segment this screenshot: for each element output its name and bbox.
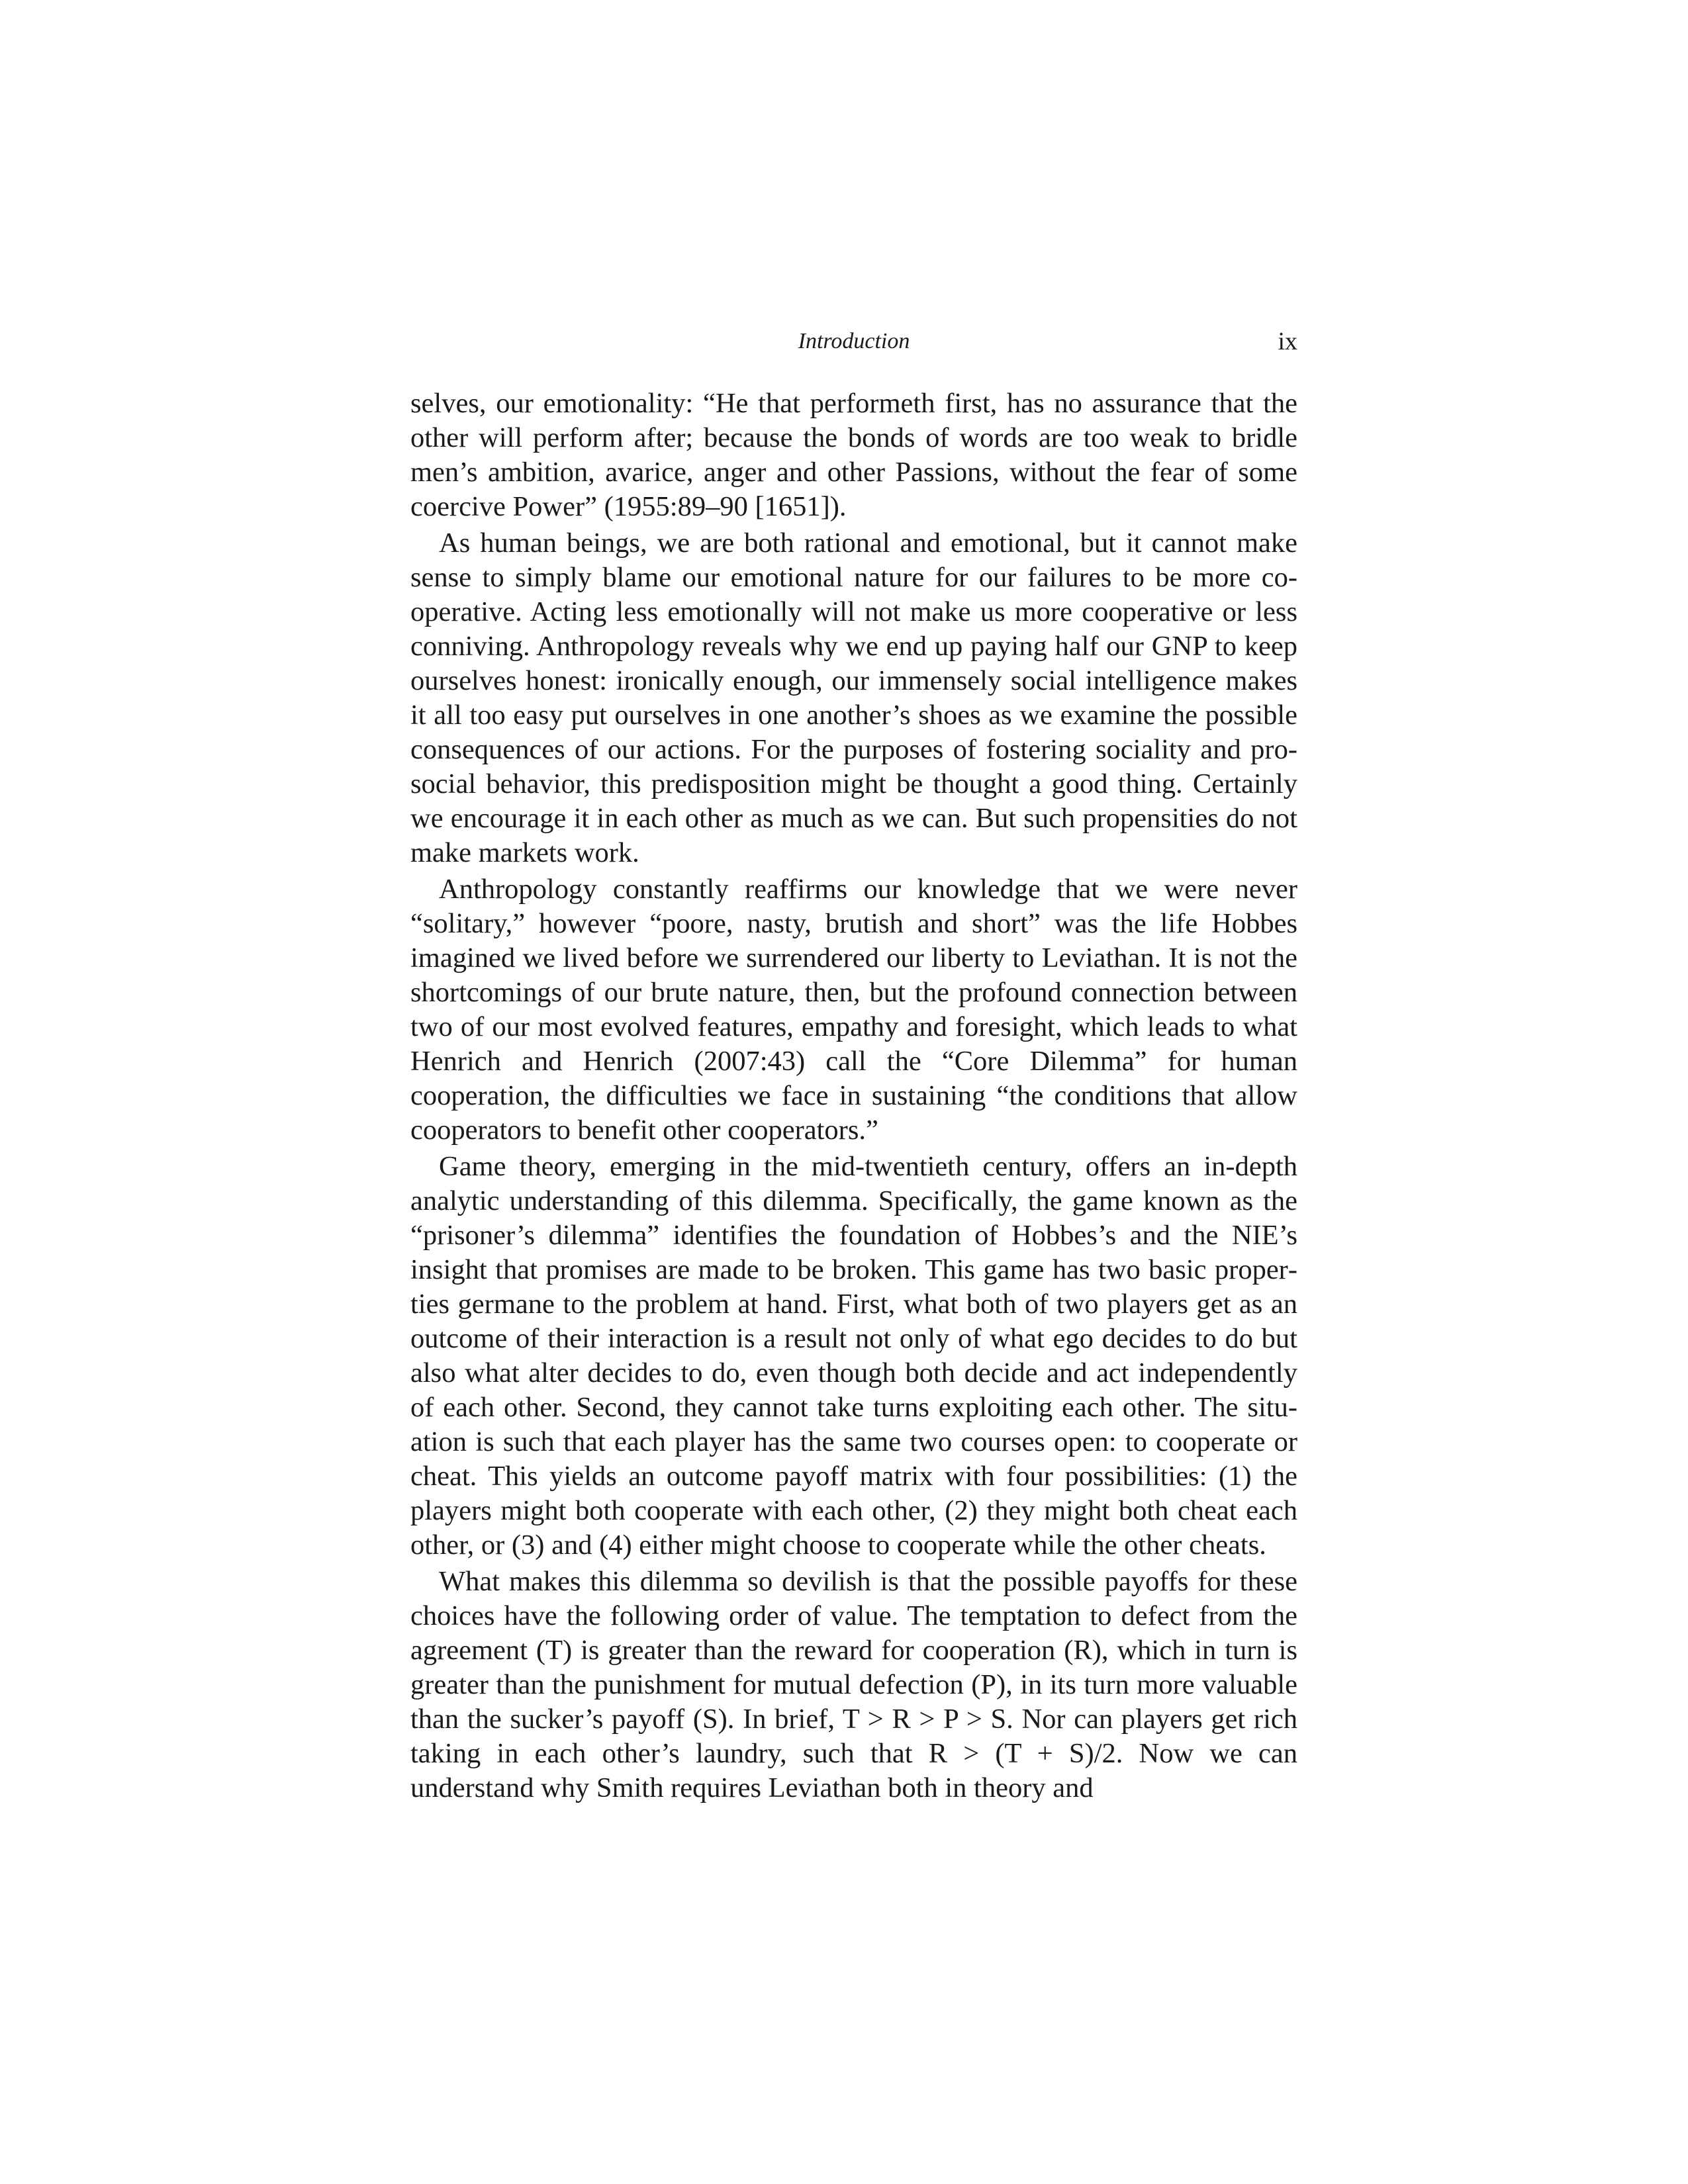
running-head: [410, 322, 1297, 361]
paragraph: As human beings, we are both rational and emotional, but it cannot make sense to simply blame our emotional nature for our failures to be more cooperative. Acting less emotionally will not make us more cooperative or less conniving. Anthropology reveals why we end up paying half our GNP to keep ourselves honest: ironically enough, our immensely social intelligence makes it all too easy put ourselves in one another’s shoes as we examine the possible consequences of our actions. For the purposes of fostering sociality and prosocial behavior, this predisposition might be thought a good thing. Certainly we encourage it in each other as much as we can. But such propensities do not make markets work.: [410, 527, 1297, 868]
paragraph: What makes this dilemma so devilish is that the possible payoffs for these choices have the following order of value. The temptation to defect from the agreement (T) is greater than the reward for cooperation (R), which in turn is greater than the punishment for mutual defection (P), in its turn more valuable than the sucker’s payoff (S). In brief, T > R > P > S. Nor can players get rich taking in each other’s laundry, such that R > (T + S)/2. Now we can understand why Smith requires Leviathan both in theory and: [410, 1566, 1297, 1803]
paragraph-continued: selves, our emotionality: “He that performeth first, has no assurance that the other will perform after; because the bonds of words are too weak to bridle men’s ambition, avarice, anger and other Passions, without the fear of some coercive Power” (1955:89–90 [1651]).: [410, 388, 1297, 522]
paragraph: Anthropology constantly reaffirms our knowledge that we were never “solitary,” however “poore, nasty, brutish and short” was the life Hobbes imagined we lived before we surrendered our liberty to Leviathan. It is not the shortcomings of our brute nature, then, but the profound connection between two of our most evolved features, empathy and foresight, which leads to what Henrich and Henrich (2007:43) call the “Core Dilemma” for human cooperation, the difficulties we face in sustaining “the conditions that allow cooperators to benefit other cooperators.”: [410, 874, 1297, 1146]
running-title: Introduction: [798, 329, 910, 353]
page-number: ix: [1278, 328, 1297, 355]
body-text: [410, 387, 1297, 1805]
paragraph: Game theory, emerging in the mid-twentieth century, offers an in-depth analytic understanding of this dilemma. Specifically, the game known as the “prisoner’s dilemma” identifies the foundation of Hobbes’s and the NIE’s insight that promises are made to be broken. This game has two basic properties germane to the problem at hand. First, what both of two players get as an outcome of their interaction is a result not only of what ego decides to do but also what alter decides to do, even though both decide and act independently of each other. Second, they cannot take turns exploiting each other. The situation is such that each player has the same two courses open: to cooperate or cheat. This yields an outcome payoff matrix with four possibilities: (1) the players might both cooperate with each other, (2) they might both cheat each other, or (3) and (4) either might choose to cooperate while the other cheats.: [410, 1151, 1297, 1561]
